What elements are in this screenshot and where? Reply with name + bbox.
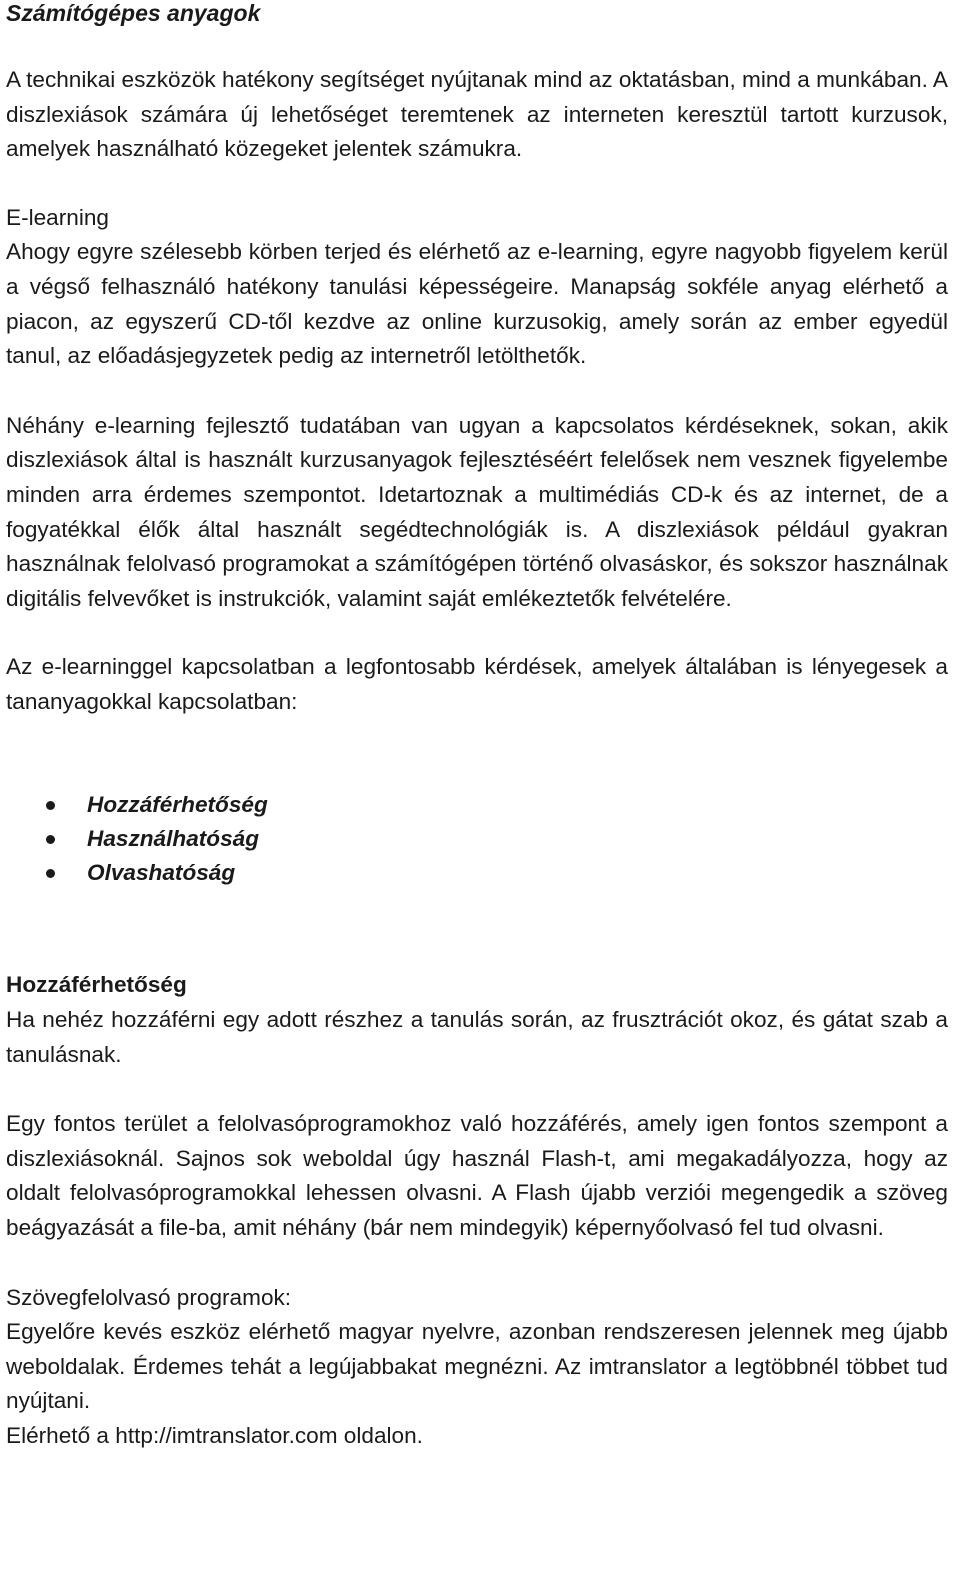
elearning-heading: E-learning xyxy=(6,204,109,230)
reader-paragraph-1: Egyelőre kevés eszköz elérhető magyar nyelvre, azonban rendszeresen jelennek meg újabb weboldalak. Érdemes tehát a legújabbakat megnézni. Az imtranslator a legtöbbnél többet tud nyújtani. xyxy=(6,1319,948,1414)
list-item-label: Hozzáférhetőség xyxy=(87,791,268,817)
list-item-label: Olvashatóság xyxy=(87,860,236,886)
reader-paragraph-2: Elérhető a http://imtranslator.com oldalon. xyxy=(6,1422,423,1448)
reader-heading: Szövegfelolvasó programok: xyxy=(6,1284,292,1310)
list-item xyxy=(6,822,948,856)
list-item xyxy=(6,788,948,822)
list-item-label: Használhatóság xyxy=(87,825,260,851)
intro-paragraph: A technikai eszközök hatékony segítséget nyújtanak mind az oktatásban, mind a munkában. A diszlexiások számára új lehetőséget teremtenek az interneten keresztül tartott kurzusok, amelyek használható közegeket jelentek számukra. xyxy=(6,67,948,162)
access-paragraph-1: Ha nehéz hozzáférni egy adott részhez a tanulás során, az frusztrációt okoz, és gátat szab a tanulásnak. xyxy=(6,1006,948,1067)
elearning-paragraph-2: Néhány e-learning fejlesztő tudatában van ugyan a kapcsolatos kérdéseknek, sokan, akik diszlexiások által is használt kurzusanyagok fejlesztéséért felelősek nem vesznek figyelembe minden arra érdemes szempontot. Idetartoznak a multimédiás CD-k és az internet, de a fogyatékkal élők által használt segédtechnológiák is. A diszlexiások például gyakran használnak felolvasó programokat a számítógépen történő olvasáskor, és sokszor használnak digitális felvevőket is instrukciók, valamint saját emlékeztetők felvételére. xyxy=(6,412,948,611)
access-heading: Hozzáférhetőség xyxy=(6,972,187,998)
bullet-icon xyxy=(46,835,55,844)
document-page xyxy=(6,0,948,1454)
elearning-paragraph-3: Az e-learninggel kapcsolatban a legfontosabb kérdések, amelyek általában is lényegesek a tananyagokkal kapcsolatban: xyxy=(6,654,948,714)
document-title: Számítógépes anyagok xyxy=(6,0,261,26)
elearning-paragraph-1: Ahogy egyre szélesebb körben terjed és elérhető az e-learning, egyre nagyobb figyelem kerül a végső felhasználó hatékony tanulási képességeire. Manapság sokféle anyag elérhető a piacon, az egyszerű CD-től kezdve az online kurzusokig, amely során az ember egyedül tanul, az előadásjegyzetek pedig az internetről letölthetők. xyxy=(6,239,948,369)
bullet-icon xyxy=(46,869,55,878)
list-item xyxy=(6,856,948,890)
bullet-icon xyxy=(46,801,55,810)
key-issues-list xyxy=(6,788,948,891)
access-paragraph-2: Egy fontos terület a felolvasóprogramokhoz való hozzáférés, amely igen fontos szempont a diszlexiásoknál. Sajnos sok weboldal úgy használ Flash-t, ami megakadályozza, hogy az oldalt felolvasóprogramokkal lehessen olvasni. A Flash újabb verziói megengedik a szöveg beágyazását a file-ba, amit néhány (bár nem mindegyik) képernyőolvasó fel tud olvasni. xyxy=(6,1111,948,1240)
